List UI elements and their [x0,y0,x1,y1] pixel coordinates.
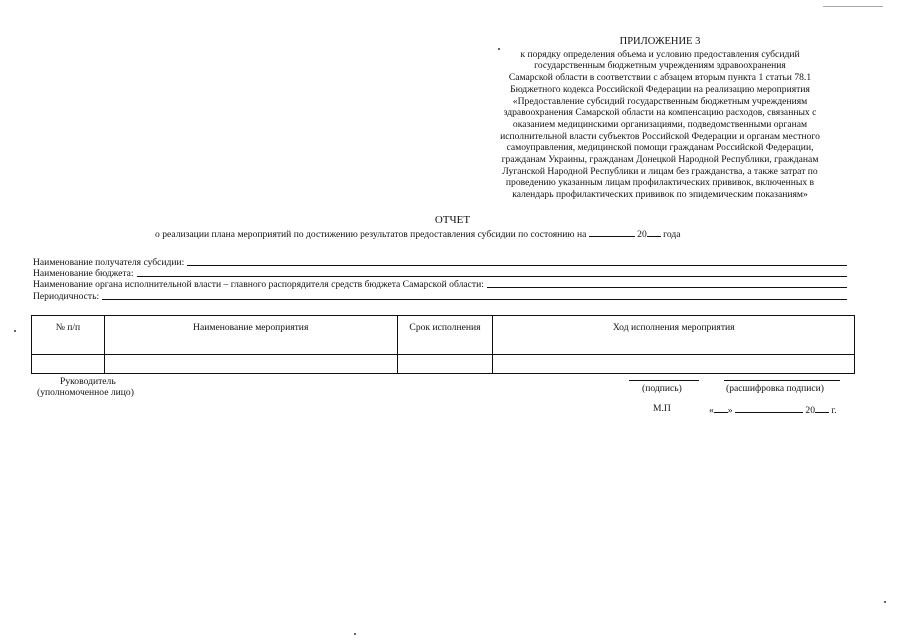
col-header-number: № п/п [32,316,105,355]
report-year-prefix: 20 [637,229,647,240]
table-row [32,355,855,374]
month-blank[interactable] [735,403,803,413]
report-subtitle-text: о реализации плана мероприятий по достижению результатов предоставления субсидии по состоянию на [155,229,587,240]
authorized-person-label: (уполномоченное лицо) [37,387,134,398]
appendix-line: исполнительной власти субъектов Российской Федерации и органам местного [500,130,820,142]
appendix-line: Луганской Народной Республики и лицам без гражданства, а также затрат по [502,165,818,177]
field-label: Периодичность: [33,291,100,302]
year-blank[interactable] [647,227,661,237]
field-periodicity[interactable] [33,290,847,302]
head-label: Руководитель [60,376,116,387]
signature-decode-caption: (расшифровка подписи) [726,383,824,394]
appendix-line: государственным бюджетным учреждениям здравоохранения [534,60,786,72]
field-line[interactable] [137,275,847,277]
appendix-line: здравоохранения Самарской области на компенсацию расходов, связанных с [503,107,817,119]
sign-year-suffix: г. [831,405,837,416]
scan-speck [14,330,16,332]
field-authority[interactable] [33,278,847,290]
appendix-line: оказанием медицинскими организациями, подведомственными органам [512,118,808,130]
col-header-progress: Ход исполнения мероприятия [493,316,855,355]
field-line[interactable] [187,264,847,266]
quote-close: » [727,405,733,416]
signature-decode-line[interactable] [724,380,840,381]
appendix-line: гражданам Украины, гражданам Донецкой Народной Республики, гражданам [501,154,819,166]
col-header-activity: Наименование мероприятия [104,316,397,355]
field-line[interactable] [102,298,847,300]
sign-date [709,403,837,416]
table-cell[interactable] [32,355,105,374]
scan-speck [354,633,356,635]
appendix-heading: ПРИЛОЖЕНИЕ 3 [619,36,701,47]
field-label: Наименование бюджета: [33,268,134,279]
date-blank[interactable] [589,227,635,237]
report-title: ОТЧЕТ [434,214,471,226]
col-header-deadline: Срок исполнения [397,316,493,355]
quote-open: « [709,405,714,416]
appendix-line: Бюджетного кодекса Российской Федерации на реализацию мероприятия [510,83,810,95]
scan-speck [498,48,500,50]
field-label: Наименование получателя субсидии: [33,257,185,268]
sign-year-prefix: 20 [805,405,815,416]
scan-mark [823,6,883,7]
appendix-line: «Предоставление субсидий государственным бюджетным учреждениям [512,95,808,107]
appendix-header [470,36,850,201]
field-label: Наименование органа исполнительной власти – главного распорядителя средств бюджета Самарской области: [33,279,484,290]
appendix-line: Самарской области в соответствии с абзацем вторым пункта 1 статьи 78.1 [508,72,812,84]
table-header-row [32,316,855,355]
table-cell[interactable] [104,355,397,374]
plan-table [31,315,855,374]
scan-speck [884,601,886,603]
appendix-line: к порядку определения объема и условию предоставления субсидий [520,48,800,60]
report-subtitle [155,227,681,240]
appendix-line: календарь профилактических прививок по эпидемическим показаниям» [512,189,808,201]
sign-year-blank[interactable] [815,403,829,413]
day-blank[interactable] [714,403,728,413]
table-cell[interactable] [397,355,493,374]
appendix-line: самоуправления, медицинской помощи гражданам Российской Федерации, [506,142,814,154]
field-line[interactable] [487,286,847,288]
report-year-suffix: года [663,229,681,240]
signature-line[interactable] [629,380,699,381]
signature-caption: (подпись) [642,383,682,394]
stamp-label: М.П [653,403,671,414]
table-cell[interactable] [493,355,855,374]
appendix-line: проведению указанным лицам профилактических прививок, включенных в [505,177,815,189]
